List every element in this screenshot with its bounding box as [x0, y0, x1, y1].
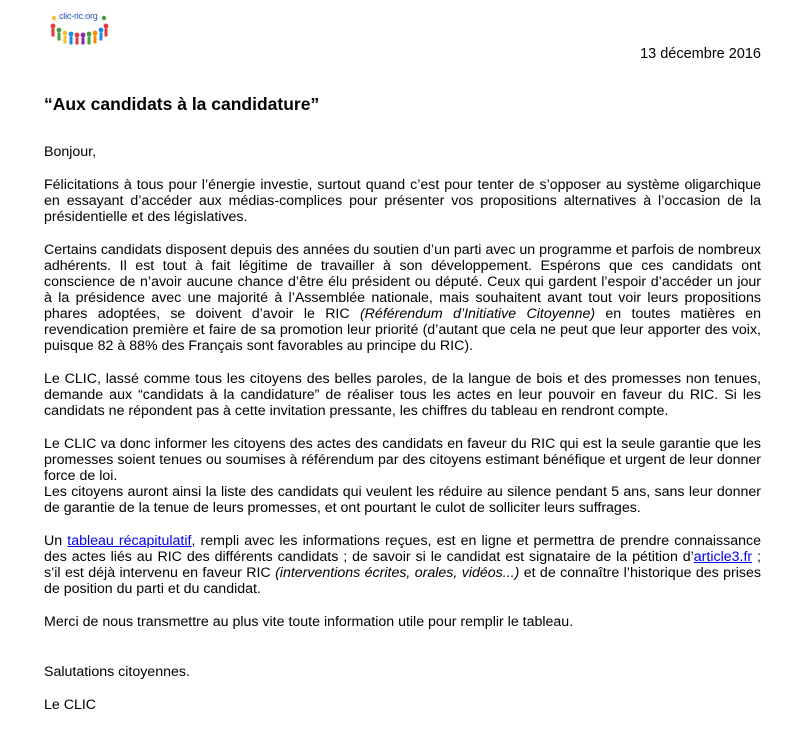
p5-text-1: Un	[44, 533, 68, 549]
p5-text-4: et de connaître l’historique des prises de position du parti et du candidat.	[44, 565, 761, 597]
paragraph-3: Le CLIC, lassé comme tous les citoyens des belles paroles, de la langue de bois et des promesses non tenues, demande aux “candidats à la candidature” de réaliser tous les actes en leur pouvoir en faveur du RIC. Si les candidats ne répondent pas à cette invitation pressante, les chiffres du tableau en rendront compte.	[44, 371, 761, 419]
article3-link[interactable]: article3.fr	[693, 549, 753, 565]
logo-text: clic-ric.org	[59, 11, 98, 21]
p5-italic: (interventions écrites, orales, vidéos...)	[275, 565, 520, 581]
paragraph-2	[44, 242, 761, 354]
greeting: Bonjour,	[44, 144, 97, 160]
p2-text-before: Certains candidats disposent depuis des années du soutien d’un parti avec un programme et parfois de nombreux adhérents. Il est tout à fait légitime de travailler à son développement. Espérons que ces candidats ont conscience de n’avoir aucune chance d’être élu président ou député. Ceux qui gardent l’espoir d’accéder un jour à la présidence avec une majorité à l’Assemblée nationale, mais souhaitent avant tout voir leurs propositions phares adoptées, se doivent d’avoir le RIC	[44, 242, 761, 322]
paragraph-6: Merci de nous transmettre au plus vite toute information utile pour remplir le tableau.	[44, 614, 574, 630]
p2-text-after: en toutes matières en revendication première et faire de sa promotion leur priorité (d’autant que cela ne peut que leur apporter des voix, puisque 82 à 88% des Français sont favorables au principe du RIC).	[44, 306, 761, 354]
p5-text-3: ; s’il est déjà intervenu en faveur RIC	[44, 549, 761, 581]
letter-body	[44, 144, 761, 730]
p5-text-2: , rempli avec les informations reçues, est en ligne et permettra de prendre connaissance des actes liés au RIC des différents candidats ; de savoir si le candidat est signataire de la pétition d’	[44, 533, 762, 565]
paragraph-4a: Le CLIC va donc informer les citoyens des actes des candidats en faveur du RIC qui est la seule garantie que les promesses soient tenues ou soumises à référendum par des citoyens estimant bénéfique et urgent de leur donner force de loi.	[44, 436, 761, 484]
p2-italic: (Référendum d’Initiative Citoyenne)	[359, 306, 596, 322]
tableau-recapitulatif-link[interactable]: tableau récapitulatif	[67, 533, 192, 549]
letter-date: 13 décembre 2016	[640, 46, 761, 62]
letter-title: “Aux candidats à la candidature”	[44, 94, 320, 114]
clic-logo-icon	[48, 8, 110, 46]
signature: Le CLIC	[44, 697, 97, 713]
paragraph-5	[44, 533, 761, 597]
paragraph-4b: Les citoyens auront ainsi la liste des candidats qui veulent les réduire au silence pendant 5 ans, sans leur donner de garantie de la tenue de leurs promesses, et ont pourtant le culot de solliciter leurs suffrages.	[44, 484, 761, 516]
closing: Salutations citoyennes.	[44, 664, 190, 680]
paragraph-1: Félicitations à tous pour l’énergie investie, surtout quand c’est pour tenter de s’opposer au système oligarchique en essayant d’accéder aux médias-complices pour présenter vos propositions alternatives à l’occasion de la présidentielle et des législatives.	[44, 177, 761, 225]
